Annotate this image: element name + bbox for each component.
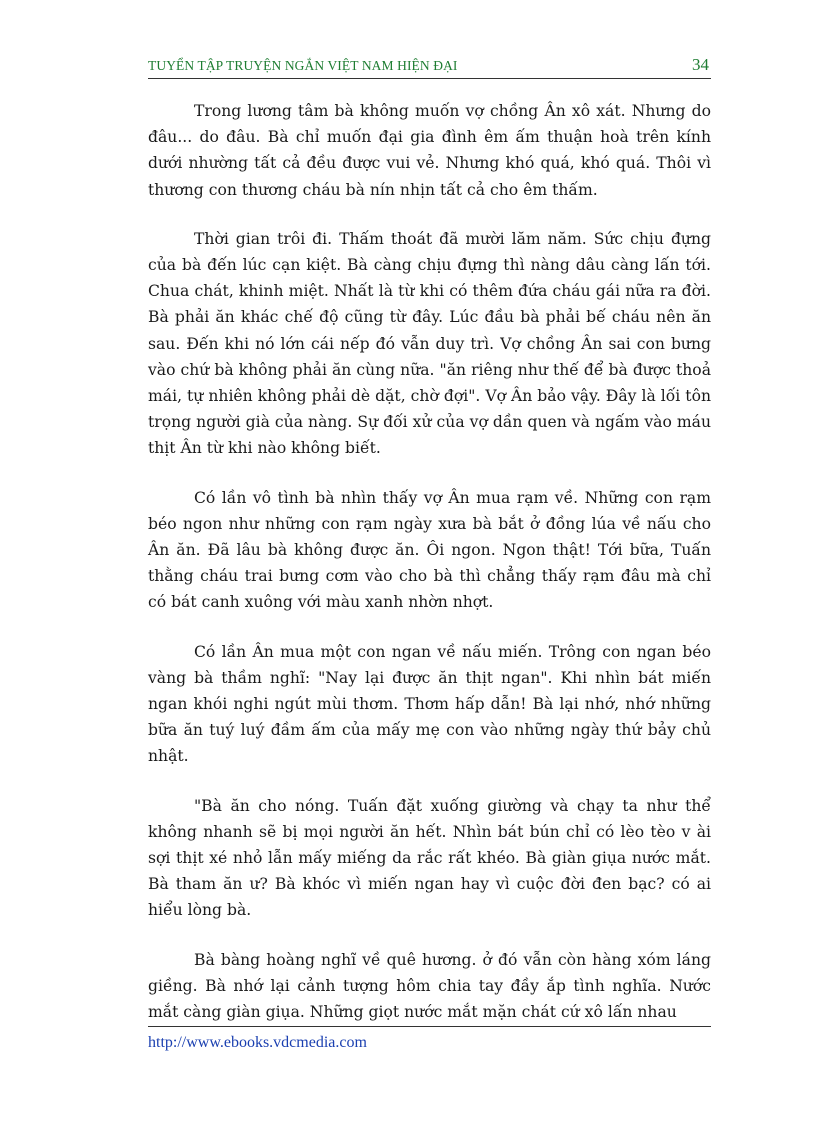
page-number: 34 [692,55,709,74]
paragraph: Trong lương tâm bà không muốn vợ chồng Ân xô xát. Nhưng do đâu... do đâu. Bà chỉ muốn đại gia đình êm ấm thuận hoà trên kính dưới nhường tất cả đều được vui vẻ. Nhưng khó quá, khó quá. Thôi vì thương con thương cháu bà nín nhịn tất cả cho êm thấm. [148,102,711,199]
paragraph: Thời gian trôi đi. Thấm thoát đã mười lăm năm. Sức chịu đựng của bà đến lúc cạn kiệt. Bà càng chịu đựng thì nàng dâu càng lấn tới. Chua chát, khinh miệt. Nhất là từ khi có thêm đứa cháu gái nữa ra đời. Bà phải ăn khác chế độ cũng từ đây. Lúc đầu bà phải bế cháu nên ăn sau. Đến khi nó lớn cái nếp đó vẫn duy trì. Vợ chồng Ân sai con bưng vào chứ bà không phải ăn cùng nữa. "ăn riêng như thế để bà được thoả mái, tự nhiên không phải dè dặt, chờ đợi". Vợ Ân bảo vậy. Đây là lối tôn trọng người già của nàng. Sự đối xử của vợ dần quen và ngấm vào máu thịt Ân từ khi nào không biết. [148,229,711,458]
paragraph: Có lần Ân mua một con ngan về nấu miến. Trông con ngan béo vàng bà thầm nghĩ: "Nay lại được ăn thịt ngan". Khi nhìn bát miến ngan khói nghi ngút mùi thơm. Thơm hấp dẫn! Bà lại nhớ, nhớ những bữa ăn tuý luý đầm ấm của mấy mẹ con vào những ngày thứ bảy chủ nhật. [148,642,711,766]
story-body [148,98,711,1048]
paragraph: "Bà ăn cho nóng. Tuấn đặt xuống giường và chạy ta như thể không nhanh sẽ bị mọi người ăn hết. Nhìn bát bún chỉ có lèo tèo v ài sợi thịt xé nhỏ lẫn mấy miếng da rắc rất khéo. Bà giàn giụa nước mắt. Bà tham ăn ư? Bà khóc vì miến ngan hay vì cuộc đời đen bạc? có ai hiểu lòng bà. [148,796,711,920]
paragraph: Có lần vô tình bà nhìn thấy vợ Ân mua rạm về. Những con rạm béo ngon như những con rạm ngày xưa bà bắt ở đồng lúa về nấu cho Ân ăn. Đã lâu bà không được ăn. Ôi ngon. Ngon thật! Tới bữa, Tuấn thằng cháu trai bưng cơm vào cho bà thì chẳng thấy rạm đâu mà chỉ có bát canh xuông với màu xanh nhờn nhợt. [148,488,711,612]
book-title: TUYỂN TẬP TRUYỆN NGẮN VIỆT NAM HIỆN ĐẠI [148,58,458,73]
paragraph: Bà bàng hoàng nghĩ về quê hương. ở đó vẫn còn hàng xóm láng giềng. Bà nhớ lại cảnh tượng hôm chia tay đầy ắp tình nghĩa. Nước mắt càng giàn giụa. Những giọt nước mắt mặn chát cứ xô lấn nhau [148,950,711,1022]
page-header [148,52,711,79]
footer-website-link[interactable]: http://www.ebooks.vdcmedia.com [148,1034,367,1051]
footer-divider [148,1026,711,1027]
